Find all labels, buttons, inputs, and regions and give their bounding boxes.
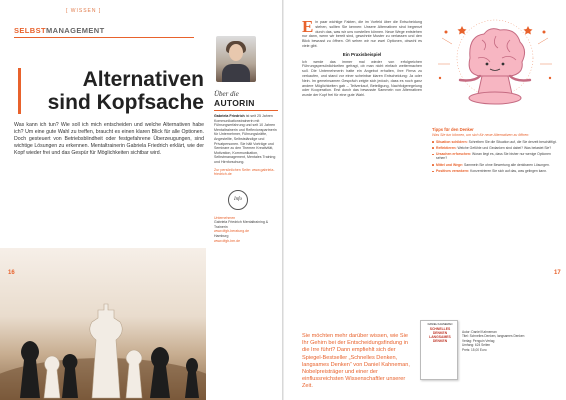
tip-item: Ursachen erforschen: Woran liegt es, dass Sie bisher nur wenige Optionen sehen? (432, 152, 562, 161)
author-heading-prefix: Über die (214, 90, 239, 98)
book-info-price: Preis: 15,00 Euro (462, 347, 487, 352)
book-cover (420, 320, 458, 380)
contact-name: Gabriela Friedrich Mentaltraining & Trainerin (214, 220, 269, 229)
tip-item: Positives verankern: Konzentrieren Sie sich auf das, was gelingen kann. (432, 169, 562, 173)
body-paragraph-1: in paar wichtige Fakten, die im Vorfeld über die Entscheidung stehen, sollten Sie kennen: Unsere Alternativen sind begrenzt durch das, was wir uns vorstellen können. Neue Wege entstehen nur dann, wenn wir bereit sind, gewohnte Muster zu verlassen und den Blick bewusst zu öffnen. Oft sehen wir nur zwei Optionen, obwohl es viele gibt. (302, 20, 422, 48)
page-number-right: 17 (554, 270, 561, 276)
title-line-1: Alternativen (82, 68, 204, 91)
author-website-link[interactable]: Zur persönlichen Seite: www.gabriela-friedrich.de (214, 167, 275, 176)
book-info (462, 330, 558, 352)
info-badge: Info (228, 190, 248, 210)
book-recommendation-quote: Sie möchten mehr darüber wissen, wie Sie Ihr Gehirn bei der Entscheidungsfindung in die Irre führt? Dann empfiehlt sich der Spiegel-Bestseller „Schnelles Denken, langsames Denken“ von Daniel Kahneman, Nobelpreisträger und einer der einflussreichsten Wissenschaftler unserer Zeit. (302, 333, 410, 390)
left-page (0, 0, 282, 400)
book-cover-title: SCHNELLES DENKEN LANGSAMES DENKEN (429, 327, 451, 343)
tip-item: Situation schildern: Schreiben Sie die Situation auf, die Sie derzeit beschäftigt. (432, 140, 562, 144)
author-bio-text: ist seit 25 Jahren Kommunikationstrainerin mit Führungserfahrung und seit 10 Jahren Mentaltrainerin und Reflexionspartnerin für Unternehmer, Führungskräfte, Angestellte, Selbstständige und Privatpersonen. Sie hält Vorträge und Seminare zu den Themen Kreativität, Motivation, Kommunikation, Selbstmanagement, Mentales Training und Hirnforschung. (214, 114, 277, 164)
rubric-divider (14, 37, 194, 38)
tips-title: Tipps für den Denker (432, 127, 474, 132)
tip-item: Reflektieren: Welche Gefühle und Gedanken sind dabei? Was belastet Sie? (432, 146, 562, 150)
contact-city: Hamburg (214, 233, 229, 238)
body-paragraph-2: Ich werde das immer mal wieder von erfolgreichen Führungspersönlichkeiten gefragt, ob man nicht einfach weitermachen soll. Die Unternehmerin hatte ein Angebot erhalten, ihre Firma zu verkaufen, und stand vor einer scheinbar klaren Entscheidung: Ja oder Nein. Im gemeinsamen Gespräch zeigte sich jedoch, dass es noch ganz andere Möglichkeiten gab – Teilverkauf, Beteiligung, Nachfolgeregelung oder Kooperation. Erst durch das bewusste Sammeln von Alternativen wurde der Kopf frei für eine gute Wahl. (302, 59, 422, 98)
author-bio (214, 114, 278, 165)
chess-pieces-illustration (0, 248, 206, 400)
tip-item: Mittel und Wege: Sammeln Sie ohne Bewertung alle denkbaren Lösungen. (432, 163, 562, 167)
tips-box (432, 128, 562, 175)
rubric-selbst: SELBST (14, 26, 46, 35)
rubric (14, 26, 105, 35)
author-sidebar (214, 36, 278, 243)
right-page (284, 0, 566, 400)
tips-intro: Was Sie tun können, um sich für neue Alternativen zu öffnen: (432, 133, 530, 138)
book-info-publisher: Verlag: Penguin Verlag (462, 338, 495, 343)
meditating-brain-illustration (432, 18, 558, 116)
contact-web[interactable]: www.dfgb-beratung.de (214, 229, 250, 234)
drop-cap: E (302, 17, 314, 36)
author-name: Gabriela Friedrich (214, 114, 245, 118)
author-divider (214, 110, 278, 111)
author-portrait (216, 36, 256, 82)
section-tag: [ WISSEN ] (66, 8, 102, 14)
contact-title: Unternehmen (214, 215, 236, 220)
page-number-left: 16 (8, 270, 15, 276)
book-cover-author: DANIEL KAHNEMAN (427, 323, 453, 326)
article-title (14, 68, 204, 114)
article-teaser: Was kann ich tun? Wie soll ich mich entscheiden und welche Alternativen habe ich? Um eine gute Wahl zu treffen, braucht es einen klaren Blick für alle Optionen. Doch gesteuert von Betriebsblindheit oder festgefahrene Überzeugungen, sind wichtige Lösungen zu erkennen. Mentaltrainerin Gabriela Friedrich erklärt, wie der Kopf wieder frei und das Gespür für Möglichkeiten sichtbar wird. (14, 122, 204, 156)
book-info-author: Autor: Daniel Kahneman (462, 330, 497, 334)
chess-photo (0, 248, 206, 400)
article-body-column (302, 17, 422, 101)
rubric-management: MANAGEMENT (46, 26, 105, 35)
book-info-title: Titel: Schnelles Denken, langsames Denken (462, 334, 525, 339)
book-info-pages: Umfang: 624 Seiten (462, 343, 491, 348)
subheading-praxisbeispiel: Ein Praxisbeispiel (342, 51, 382, 57)
author-heading: AUTORIN (214, 98, 255, 108)
title-line-2: sind Kopfsache (47, 91, 204, 114)
contact-block (214, 216, 278, 244)
contact-site[interactable]: www.dfgb-bm.de (214, 238, 241, 243)
